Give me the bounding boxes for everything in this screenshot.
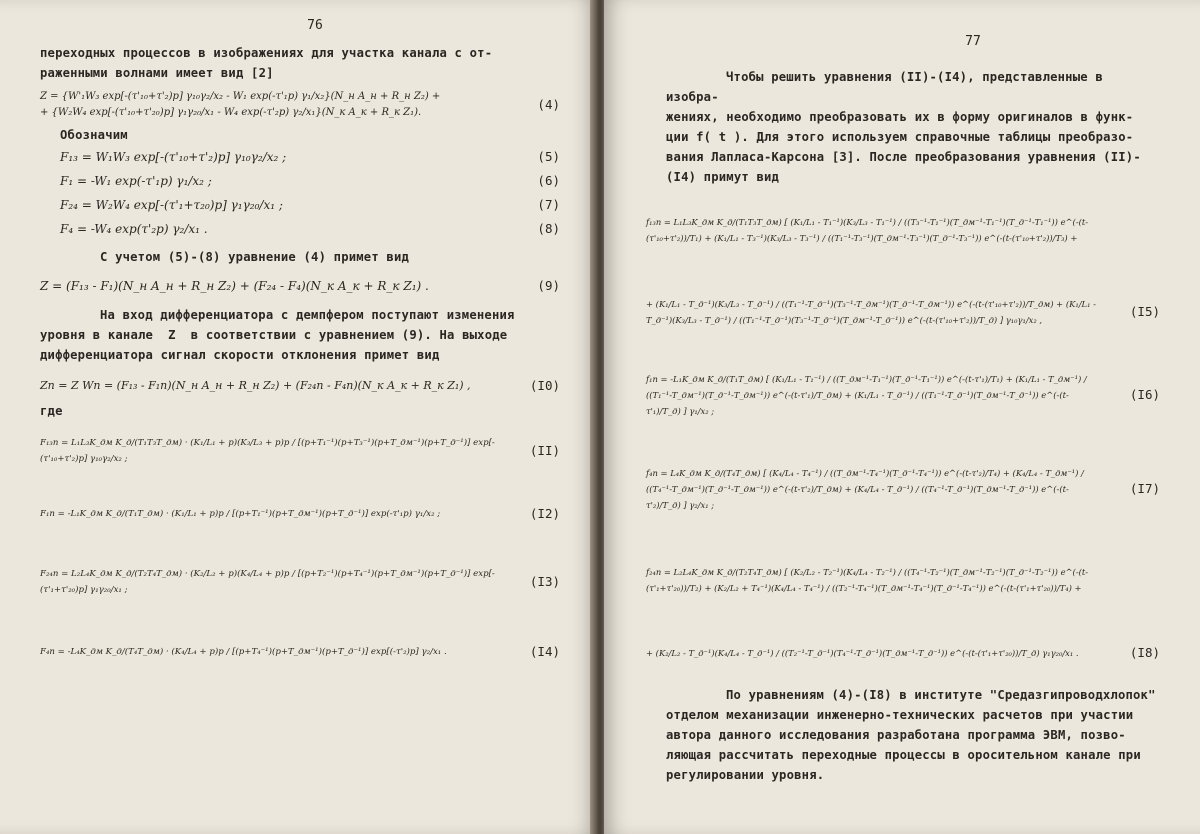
equation-15-line-1: f₁₃п = L₁L₃K_дм K_д/(T₁T₃T_дм) [ (K₁/L₁ - T₁⁻¹)(K₃/L₃ - T₁⁻¹) / ((T₃⁻¹-T₁⁻¹)(T_дм⁻¹-T₁⁻¹)(T_д⁻¹-T₁⁻¹)) e^(-(t-(τ'₁₀+τ'₂))/T₁) + (K₁/L₁ - T₃⁻¹)(K₃/L₃ - T₃⁻¹) / ((T₁⁻¹-T₃⁻¹)(T_дм⁻¹-T₃⁻¹)(T_д⁻¹-T₃⁻¹)) e^(-(t-(τ'₁₀+τ'₂))/T₃) + (646, 217, 1089, 243)
equation-14 (40, 617, 560, 687)
text-line: С учетом (5)-(8) уравнение (4) примет вид (100, 250, 410, 264)
page-number: 76 (307, 18, 323, 33)
equation-15a (646, 187, 1160, 273)
equation-16 (646, 351, 1160, 439)
text-line: По уравнениям (4)-(I8) в институте "Средазгипроводхлопок" (726, 688, 1156, 702)
equation-6 (40, 169, 560, 193)
equation-number: (I2) (529, 506, 560, 521)
text-line: отделом механизации инженерно-технических расчетов при участии (666, 708, 1134, 722)
text-line: ляющая рассчитать переходные процессы в оросительном канале при (666, 748, 1141, 762)
text-line: дифференциатора сигнал скорости отклонения примет вид (40, 348, 440, 362)
equation-13 (40, 547, 560, 617)
equation-17-body: f₄п = L₄K_дм K_д/(T₄T_дм) [ (K₄/L₄ - T₄⁻¹) / ((T_дм⁻¹-T₄⁻¹)(T_д⁻¹-T₄⁻¹)) e^(-(t-τ'₂)/T₄) + (K₄/L₄ - T_дм⁻¹) / ((T₄⁻¹-T_дм⁻¹)(T_д⁻¹-T_дм⁻¹)) e^(-(t-τ'₂)/T_дм) + (K₄/L₄ - T_д⁻¹) / ((T₄⁻¹-T_д⁻¹)(T_дм⁻¹-T_д⁻¹)) e^(-(t-τ'₂)/T_д) ] γ₂/x₁ ; (646, 468, 1084, 510)
equation-number: (9) (537, 278, 560, 293)
equation-7-body: F₂₄ = W₂W₄ exp[-(τ'₁+τ₂₀)p] γ₁γ₂₀/x₁ ; (60, 198, 283, 212)
equation-7 (40, 193, 560, 217)
text-line: жениях, необходимо преобразовать их в форму оригиналов в функ- (666, 110, 1134, 124)
equation-number: (I0) (529, 378, 560, 393)
page-number: 77 (965, 34, 981, 49)
text-line: уровня в канале Z в соответствии с уравнением (9). На выходе (40, 328, 508, 342)
equation-5-body: F₁₃ = W₁W₃ exp[-(τ'₁₀+τ'₂)p] γ₁₀γ₂/x₂ ; (60, 150, 287, 164)
left-page (0, 0, 596, 834)
equation-10-body: Zп = Z Wп = (F₁₃ - F₁п)(N_н A_н + R_н Z₂) + (F₂₄п - F₄п)(N_к A_к + R_к Z₁) , (40, 379, 471, 392)
equation-12 (40, 481, 560, 547)
equation-number: (I3) (529, 574, 560, 589)
equation-9-body: Z = (F₁₃ - F₁)(N_н A_н + R_н Z₂) + (F₂₄ - F₄)(N_к A_к + R_к Z₁) . (40, 279, 429, 293)
equation-number: (5) (537, 149, 560, 164)
right-page (604, 0, 1200, 834)
equation-number: (6) (537, 173, 560, 188)
equation-18b (646, 621, 1160, 685)
equation-9 (40, 273, 560, 299)
equation-6-body: F₁ = -W₁ exp(-τ'₁p) γ₁/x₂ ; (60, 174, 212, 188)
equation-13-body: F₂₄п = L₂L₄K_дм K_д/(T₂T₄T_дм) · (K₂/L₂ + p)(K₄/L₄ + p)p / [(p+T₂⁻¹)(p+T₄⁻¹)(p+T_дм⁻¹)(p+T_д⁻¹)] exp[-(τ'₁+τ'₂₀)p] γ₁γ₂₀/x₁ ; (40, 569, 495, 595)
equation-12-body: F₁п = -L₁K_дм K_д/(T₁T_дм) · (K₁/L₁ + p)p / [(p+T₁⁻¹)(p+T_дм⁻¹)(p+T_д⁻¹)] exp(-τ'₁p) γ₁/x₂ ; (40, 509, 441, 519)
equation-11 (40, 421, 560, 481)
equation-16-body: f₁п = -L₁K_дм K_д/(T₁T_дм) [ (K₁/L₁ - T₁⁻¹) / ((T_дм⁻¹-T₁⁻¹)(T_д⁻¹-T₁⁻¹)) e^(-(t-τ'₁)/T₁) + (K₁/L₁ - T_дм⁻¹) / ((T₁⁻¹-T_дм⁻¹)(T_д⁻¹-T_дм⁻¹)) e^(-(t-τ'₁)/T_дм) + (K₁/L₁ - T_д⁻¹) / ((T₁⁻¹-T_д⁻¹)(T_дм⁻¹-T_д⁻¹)) e^(-(t-τ'₁)/T_д) ] γ₁/x₂ ; (646, 374, 1087, 416)
equation-18-line-2: + (K₂/L₂ - T_д⁻¹)(K₄/L₄ - T_д⁻¹) / ((T₂⁻¹-T_д⁻¹)(T₄⁻¹-T_д⁻¹)(T_дм⁻¹-T_д⁻¹)) e^(-(t-(τ'₁+τ'₂₀))/T_д) γ₁γ₂₀/x₁ . (646, 648, 1079, 658)
equation-number: (4) (537, 97, 560, 112)
equation-number: (I5) (1129, 304, 1160, 319)
equation-4-line-2: + {W₂W₄ exp[-(τ'₁₀+τ'₂₀)p] γ₁γ₂₀/x₁ - W₄ exp(-τ'₂p) γ₂/x₁}(N_к A_к + R_к Z₁). (40, 107, 422, 118)
equation-4-line-1: Z = {W'₁W₃ exp[-(τ'₁₀+τ'₂)p] γ₁₀γ₂/x₂ - W₁ exp(-τ'₁p) γ₁/x₂}(N_н A_н + R_н Z₂) + (40, 91, 441, 102)
equation-number: (8) (537, 221, 560, 236)
equation-number: (I7) (1129, 481, 1160, 496)
text-line: Чтобы решить уравнения (II)-(I4), представленные в изобра- (666, 70, 1111, 104)
text-line: регулировании уровня. (666, 768, 825, 782)
equation-number: (7) (537, 197, 560, 212)
equation-17 (646, 439, 1160, 539)
equation-8-body: F₄ = -W₄ exp(τ'₂p) γ₂/x₁ . (60, 222, 208, 236)
equation-14-body: F₄п = -L₄K_дм K_д/(T₄T_дм) · (K₄/L₄ + p)p / [(p+T₄⁻¹)(p+T_дм⁻¹)(p+T_д⁻¹)] exp[(-τ'₂)p] γ₂/x₁ . (40, 647, 447, 657)
equation-8 (40, 217, 560, 241)
equation-15-line-2: + (K₁/L₁ - T_д⁻¹)(K₃/L₃ - T_д⁻¹) / ((T₁⁻¹-T_д⁻¹)(T₃⁻¹-T_дм⁻¹)(T_д⁻¹-T_дм⁻¹)) e^(-(t-(τ'₁₀+τ'₂))/T_дм) + (K₁/L₁ - T_д⁻¹)(K₃/L₃ - T_д⁻¹) / ((T₁⁻¹-T_д⁻¹)(T₃⁻¹-T_д⁻¹)(T_дм⁻¹-T_д⁻¹)) e^(-(t-(τ'₁₀+τ'₂))/T_д) ] γ₁₀γ₁/x₂ , (646, 299, 1096, 325)
equation-number: (I4) (529, 644, 560, 659)
text-line: (I4) примут вид (666, 170, 780, 184)
equation-number: (II) (529, 443, 560, 458)
equation-18-line-1: f₂₄п = L₂L₄K_дм K_д/(T₂T₄T_дм) [ (K₂/L₂ - T₂⁻¹)(K₄/L₄ - T₂⁻¹) / ((T₄⁻¹-T₂⁻¹)(T_дм⁻¹-T₂⁻¹)(T_д⁻¹-T₂⁻¹)) e^(-(t-(τ'₁+τ'₂₀))/T₂) + (K₂/L₂ + T₄⁻¹)(K₄/L₄ - T₄⁻¹) / ((T₂⁻¹-T₄⁻¹)(T_дм⁻¹-T₄⁻¹)(T_д⁻¹-T₄⁻¹)) e^(-(t-(τ'₁+τ'₂₀))/T₄) + (646, 567, 1089, 593)
equation-11-body: F₁₃п = L₁L₃K_дм K_д/(T₁T₃T_дм) · (K₁/L₁ + p)(K₃/L₃ + p)p / [(p+T₁⁻¹)(p+T₃⁻¹)(p+T_дм⁻¹)(p+T_д⁻¹)] exp[-(τ'₁₀+τ'₂)p] γ₁₀γ₂/x₂ ; (40, 438, 495, 464)
text-line: раженными волнами имеет вид [2] (40, 66, 274, 80)
text-line: ции f( t ). Для этого используем справочные таблицы преобразо- (666, 130, 1134, 144)
equation-number: (I6) (1129, 387, 1160, 402)
text-line: вания Лапласа-Карсона [3]. После преобразования уравнения (II)- (666, 150, 1141, 164)
text-line: На вход дифференциатора с демпфером поступают изменения (100, 308, 515, 322)
equation-number: (I8) (1129, 645, 1160, 660)
text-line: Обозначим (60, 128, 128, 142)
equation-5 (40, 145, 560, 169)
equation-10 (40, 371, 560, 401)
equation-18a (646, 539, 1160, 621)
equation-4 (40, 89, 560, 121)
text-line: переходных процессов в изображениях для участка канала с от- (40, 46, 493, 60)
equation-15b (646, 273, 1160, 351)
text-line: автора данного исследования разработана программа ЭВМ, позво- (666, 728, 1126, 742)
text-line: где (40, 404, 63, 418)
